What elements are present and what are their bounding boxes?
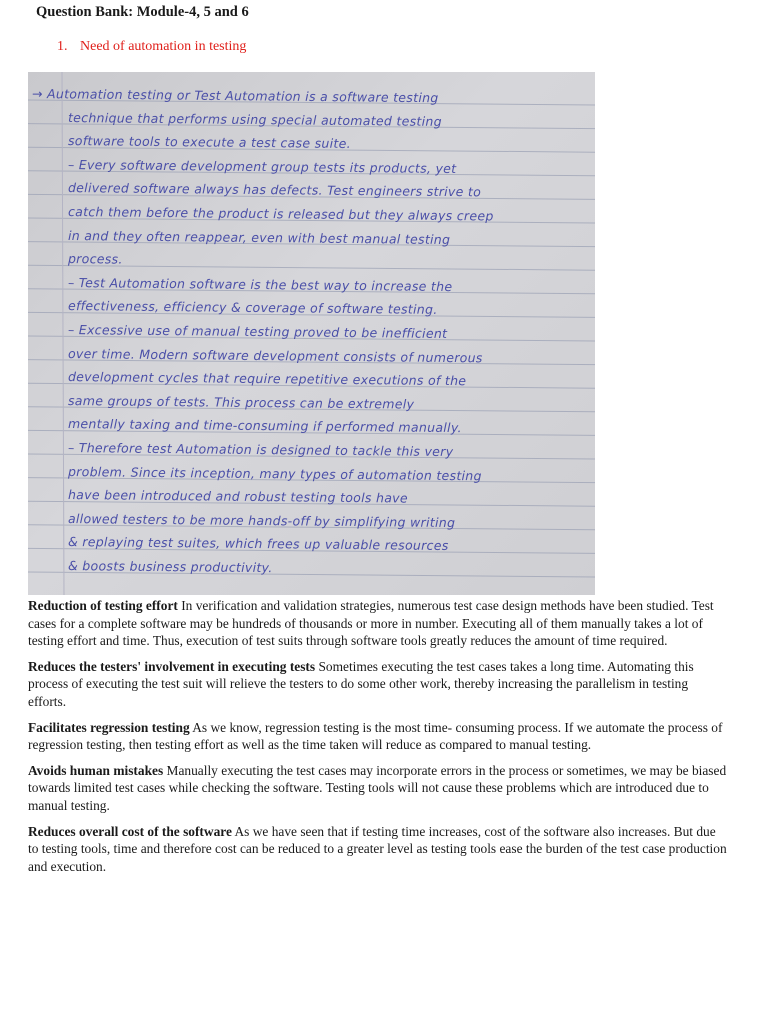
paragraph-text: As we know, regression testing is the most time- consuming process. If we automate the process of regression testing, then testing effort as well as the time taken will reduce as compared to manual testing. xyxy=(28,719,723,753)
handwritten-line: & replaying test suites, which frees up valuable resources xyxy=(67,534,449,554)
question-number: 1. xyxy=(57,39,68,54)
handwritten-line: catch them before the product is released but they always creep xyxy=(67,204,494,224)
handwritten-line: allowed testers to be more hands-off by simplifying writing xyxy=(67,510,456,530)
paragraph xyxy=(28,823,728,876)
paragraph xyxy=(28,762,728,815)
handwritten-notes-photo xyxy=(28,72,595,595)
handwritten-line: technique that performs using special automated testing xyxy=(67,109,442,129)
handwritten-line: mentally taxing and time-consuming if performed manually. xyxy=(67,416,462,436)
paragraph-heading: Avoids human mistakes xyxy=(28,762,164,778)
paragraph-text: As we have seen that if testing time increases, cost of the software also increases. But due to testing tools, time and therefore cost can be reduced to a greater level as testing tools ease the burden of the test case production and execution. xyxy=(28,823,727,874)
paragraph-heading: Reduction of testing effort xyxy=(28,598,178,613)
handwritten-line: software tools to execute a test case suite. xyxy=(67,133,352,152)
paragraph xyxy=(28,658,728,711)
handwritten-line: in and they often reappear, even with best manual testing xyxy=(67,227,451,247)
paragraph-heading: Reduces the testers' involvement in executing tests xyxy=(28,658,316,674)
question-item xyxy=(57,38,246,56)
paragraph-text: In verification and validation strategies, numerous test case design methods have been studied. Test cases for a complete software may be hundreds of thousands or more in number. Executing all of them manually takes a lot of testing effort and time. Thus, execution of test suits through software tools greatly reduces the amount of time required. xyxy=(28,598,714,649)
handwritten-line: over time. Modern software development consists of numerous xyxy=(67,345,483,365)
question-text: Need of automation in testing xyxy=(80,39,247,54)
handwritten-line: have been introduced and robust testing tools have xyxy=(67,487,408,506)
handwritten-line: same groups of tests. This process can be extremely xyxy=(67,392,415,412)
handwritten-line: – Therefore test Automation is designed to tackle this very xyxy=(67,440,454,460)
handwritten-line: effectiveness, efficiency & coverage of software testing. xyxy=(67,298,438,318)
paragraph-heading: Facilitates regression testing xyxy=(28,719,190,735)
handwritten-line: – Excessive use of manual testing proved to be inefficient xyxy=(67,322,448,341)
handwritten-line: delivered software always has defects. Test engineers strive to xyxy=(67,180,482,200)
page-title: Question Bank: Module-4, 5 and 6 xyxy=(36,4,249,20)
handwritten-line: development cycles that require repetitive executions of the xyxy=(67,369,467,389)
handwritten-line: – Every software development group tests its products, yet xyxy=(67,156,457,176)
handwritten-line: – Test Automation software is the best way to increase the xyxy=(67,274,453,294)
paragraph-heading: Reduces overall cost of the software xyxy=(28,823,232,839)
paragraph-text: Manually executing the test cases may incorporate errors in the process or sometimes, we may be biased towards limited test cases while checking the software. Testing tools will not cause these problems which are introduced due to manual testing. xyxy=(28,762,727,813)
paragraph-text: Sometimes executing the test cases takes a long time. Automating this process of executing the test suit will relieve the testers to do some other work, thereby increasing the parallelism in testing efforts. xyxy=(28,658,694,709)
handwritten-line: problem. Since its inception, many types of automation testing xyxy=(67,463,482,483)
handwritten-line: & boosts business productivity. xyxy=(67,558,273,576)
paragraph xyxy=(28,597,728,650)
paragraph xyxy=(28,719,728,754)
handwritten-text xyxy=(28,72,595,595)
body-paragraphs xyxy=(28,597,728,883)
handwritten-line: → Automation testing or Test Automation is a software testing xyxy=(31,86,439,106)
handwritten-line: process. xyxy=(67,251,123,267)
